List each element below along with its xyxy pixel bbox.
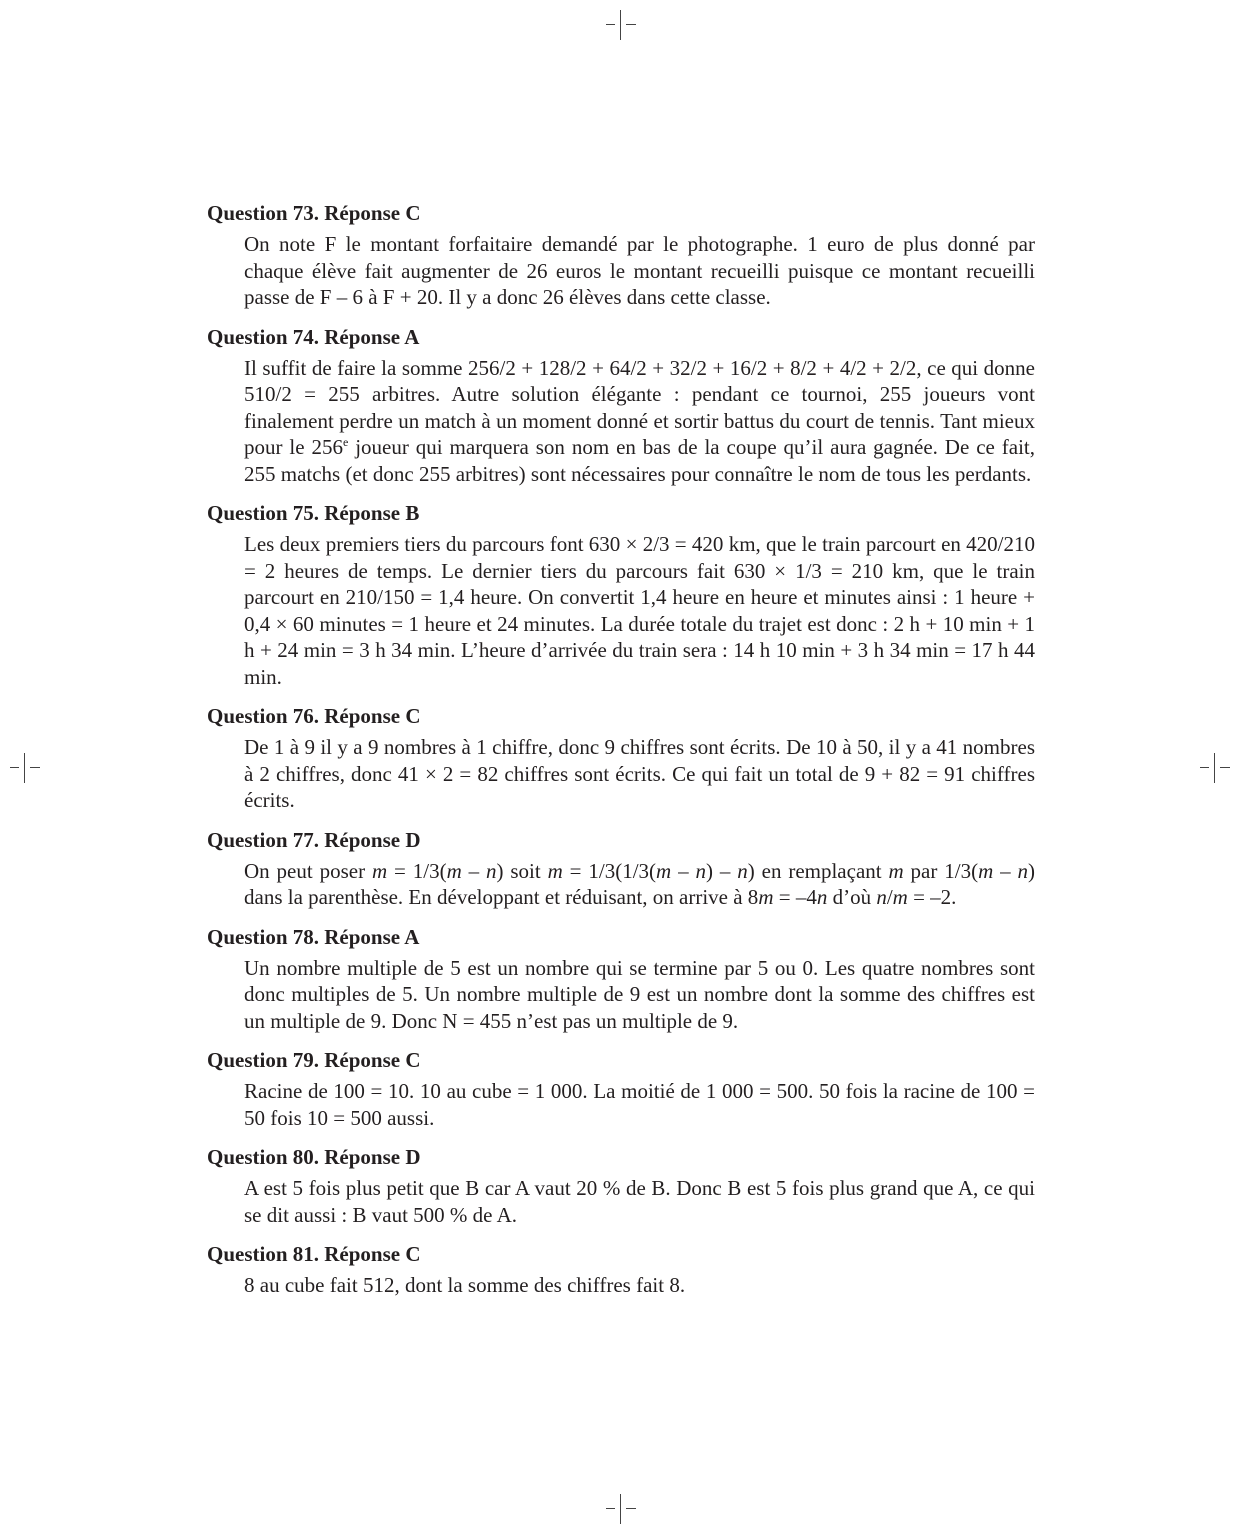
question-heading: Question 81. Réponse C xyxy=(207,1242,421,1266)
answer-list xyxy=(207,200,1035,1312)
question-heading: Question 75. Réponse B xyxy=(207,501,420,525)
answer-explanation: On peut poser m = 1/3(m – n) soit m = 1/3(1/3(m – n) – n) en remplaçant m par 1/3(m – n) dans la parenthèse. En développant et réduisant, on arrive à 8m = –4n d’où n/m = –2. xyxy=(244,858,1036,909)
answer-explanation: On note F le montant forfaitaire demandé par le photographe. 1 euro de plus donné par chaque élève fait augmenter de 26 euros le montant recueilli puisque ce montant recueilli passe de F – 6 à F + 20. Il y a donc 26 élèves dans cette classe. xyxy=(244,232,1035,309)
question-heading: Question 77. Réponse D xyxy=(207,827,421,852)
answer-explanation: Racine de 100 = 10. 10 au cube = 1 000. La moitié de 1 000 = 500. 50 fois la racine de 100 = 50 fois 10 = 500 aussi. xyxy=(244,1079,1035,1130)
answer-block xyxy=(207,200,1035,311)
answer-block xyxy=(207,924,1035,1035)
question-heading: Question 74. Réponse A xyxy=(207,324,420,349)
answer-explanation: De 1 à 9 il y a 9 nombres à 1 chiffre, donc 9 chiffres sont écrits. De 10 à 50, il y a 41 nombres à 2 chiffres, donc 41 × 2 = 82 chiffres sont écrits. Ce qui fait un total de 9 + 82 = 91 chiffres écrits. xyxy=(244,735,1035,812)
answer-block xyxy=(207,1144,1035,1228)
question-heading: Question 79. Réponse C xyxy=(207,1048,421,1072)
question-heading: Question 73. Réponse C xyxy=(207,201,421,225)
answer-block xyxy=(207,324,1035,488)
question-heading: Question 78. Réponse A xyxy=(207,924,420,949)
crop-mark-left xyxy=(10,753,40,783)
answer-explanation: A est 5 fois plus petit que B car A vaut 20 % de B. Donc B est 5 fois plus grand que A, ce qui se dit aussi : B vaut 500 % de A. xyxy=(244,1176,1035,1227)
answer-block xyxy=(207,1047,1035,1131)
answer-block xyxy=(207,500,1035,690)
answer-explanation: 8 au cube fait 512, dont la somme des chiffres fait 8. xyxy=(244,1273,686,1297)
answer-explanation: Un nombre multiple de 5 est un nombre qui se termine par 5 ou 0. Les quatre nombres sont donc multiples de 5. Un nombre multiple de 9 est un nombre dont la somme des chiffres est un multiple de 9. Donc N = 455 n’est pas un multiple de 9. xyxy=(244,955,1035,1033)
question-heading: Question 80. Réponse D xyxy=(207,1145,421,1169)
crop-mark-right xyxy=(1200,753,1230,783)
answer-block xyxy=(207,703,1035,814)
crop-mark-bottom xyxy=(606,1494,636,1524)
answer-explanation: Il suffit de faire la somme 256/2 + 128/2 + 64/2 + 32/2 + 16/2 + 8/2 + 4/2 + 2/2, ce qui donne 510/2 = 255 arbitres. Autre solution élégante : pendant ce tournoi, 255 joueurs vont finalement perdre un match à un moment donné et sortir battus du court de tennis. Tant mieux pour le 256e joueur qui marquera son nom en bas de la coupe qu’il aura gagnée. De ce fait, 255 matchs (et donc 255 arbitres) sont nécessaires pour connaître le nom de tous les perdants. xyxy=(244,355,1035,486)
answer-block xyxy=(207,1241,1035,1299)
crop-mark-top xyxy=(606,10,636,40)
answer-explanation: Les deux premiers tiers du parcours font 630 × 2/3 = 420 km, que le train parcourt en 420/210 = 2 heures de temps. Le dernier tiers du parcours fait 630 × 1/3 = 210 km, que le train parcourt en 210/150 = 1,4 heure. On convertit 1,4 heure en heure et minutes ainsi : 1 heure + 0,4 × 60 minutes = 1 heure et 24 minutes. La durée totale du trajet est donc : 2 h + 10 min + 1 h + 24 min = 3 h 34 min. L’heure d’arrivée du train sera : 14 h 10 min + 3 h 34 min = 17 h 44 min. xyxy=(244,532,1035,689)
answer-block xyxy=(207,827,1035,911)
question-heading: Question 76. Réponse C xyxy=(207,704,421,728)
